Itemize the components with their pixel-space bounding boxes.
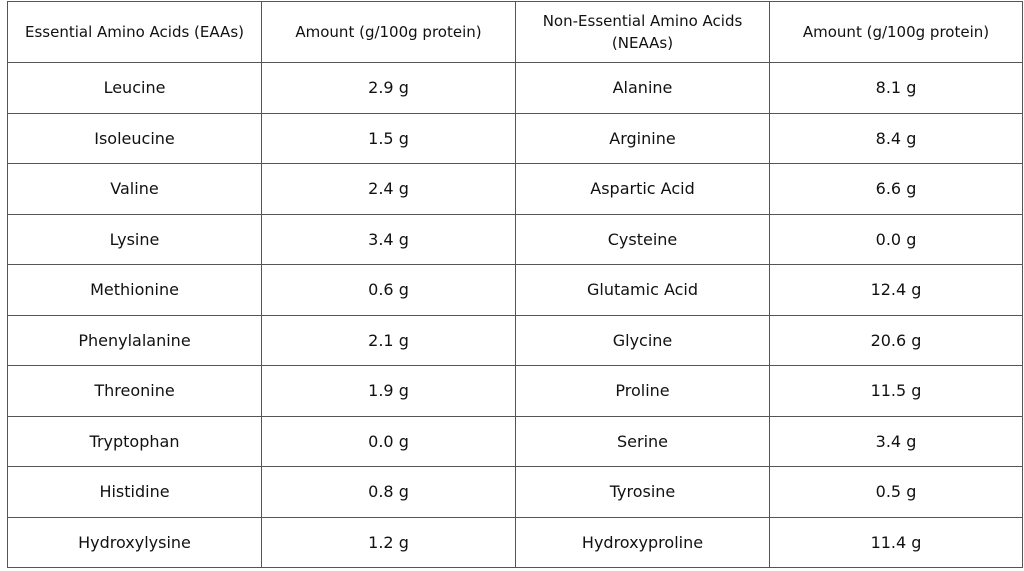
eaa-name-cell: Tryptophan [8, 416, 262, 467]
table-row [8, 265, 1023, 316]
eaa-name-cell: Lysine [8, 214, 262, 265]
neaa-name-cell: Arginine [516, 113, 770, 164]
amino-acid-table [7, 1, 1023, 568]
eaa-name-cell: Histidine [8, 467, 262, 518]
header-neaa-amount: Amount (g/100g protein) [770, 2, 1023, 63]
eaa-amount-cell: 3.4 g [262, 214, 516, 265]
eaa-amount-cell: 0.0 g [262, 416, 516, 467]
eaa-amount-cell: 1.2 g [262, 517, 516, 568]
table-row [8, 315, 1023, 366]
header-neaa-name: Non-Essential Amino Acids (NEAAs) [516, 2, 770, 63]
table-header [8, 2, 1023, 63]
eaa-amount-cell: 1.5 g [262, 113, 516, 164]
neaa-amount-cell: 8.4 g [770, 113, 1023, 164]
neaa-amount-cell: 11.4 g [770, 517, 1023, 568]
neaa-amount-cell: 0.5 g [770, 467, 1023, 518]
neaa-name-cell: Tyrosine [516, 467, 770, 518]
neaa-amount-cell: 8.1 g [770, 63, 1023, 114]
neaa-amount-cell: 0.0 g [770, 214, 1023, 265]
neaa-name-cell: Hydroxyproline [516, 517, 770, 568]
table-row [8, 467, 1023, 518]
eaa-name-cell: Valine [8, 164, 262, 215]
eaa-name-cell: Isoleucine [8, 113, 262, 164]
table-row [8, 164, 1023, 215]
table-row [8, 366, 1023, 417]
eaa-amount-cell: 0.8 g [262, 467, 516, 518]
table-row [8, 517, 1023, 568]
neaa-name-cell: Serine [516, 416, 770, 467]
header-eaa-amount: Amount (g/100g protein) [262, 2, 516, 63]
neaa-name-cell: Proline [516, 366, 770, 417]
eaa-amount-cell: 2.1 g [262, 315, 516, 366]
eaa-name-cell: Threonine [8, 366, 262, 417]
neaa-name-cell: Glycine [516, 315, 770, 366]
table-row [8, 416, 1023, 467]
neaa-name-cell: Alanine [516, 63, 770, 114]
neaa-name-cell: Aspartic Acid [516, 164, 770, 215]
neaa-name-cell: Glutamic Acid [516, 265, 770, 316]
eaa-name-cell: Phenylalanine [8, 315, 262, 366]
header-eaa-name: Essential Amino Acids (EAAs) [8, 2, 262, 63]
eaa-amount-cell: 2.9 g [262, 63, 516, 114]
eaa-amount-cell: 2.4 g [262, 164, 516, 215]
eaa-name-cell: Hydroxylysine [8, 517, 262, 568]
table-body [8, 63, 1023, 568]
eaa-name-cell: Methionine [8, 265, 262, 316]
neaa-amount-cell: 11.5 g [770, 366, 1023, 417]
neaa-amount-cell: 6.6 g [770, 164, 1023, 215]
table-row [8, 63, 1023, 114]
neaa-amount-cell: 12.4 g [770, 265, 1023, 316]
eaa-name-cell: Leucine [8, 63, 262, 114]
neaa-name-cell: Cysteine [516, 214, 770, 265]
neaa-amount-cell: 20.6 g [770, 315, 1023, 366]
header-row [8, 2, 1023, 63]
eaa-amount-cell: 1.9 g [262, 366, 516, 417]
table-row [8, 113, 1023, 164]
table-row [8, 214, 1023, 265]
eaa-amount-cell: 0.6 g [262, 265, 516, 316]
neaa-amount-cell: 3.4 g [770, 416, 1023, 467]
